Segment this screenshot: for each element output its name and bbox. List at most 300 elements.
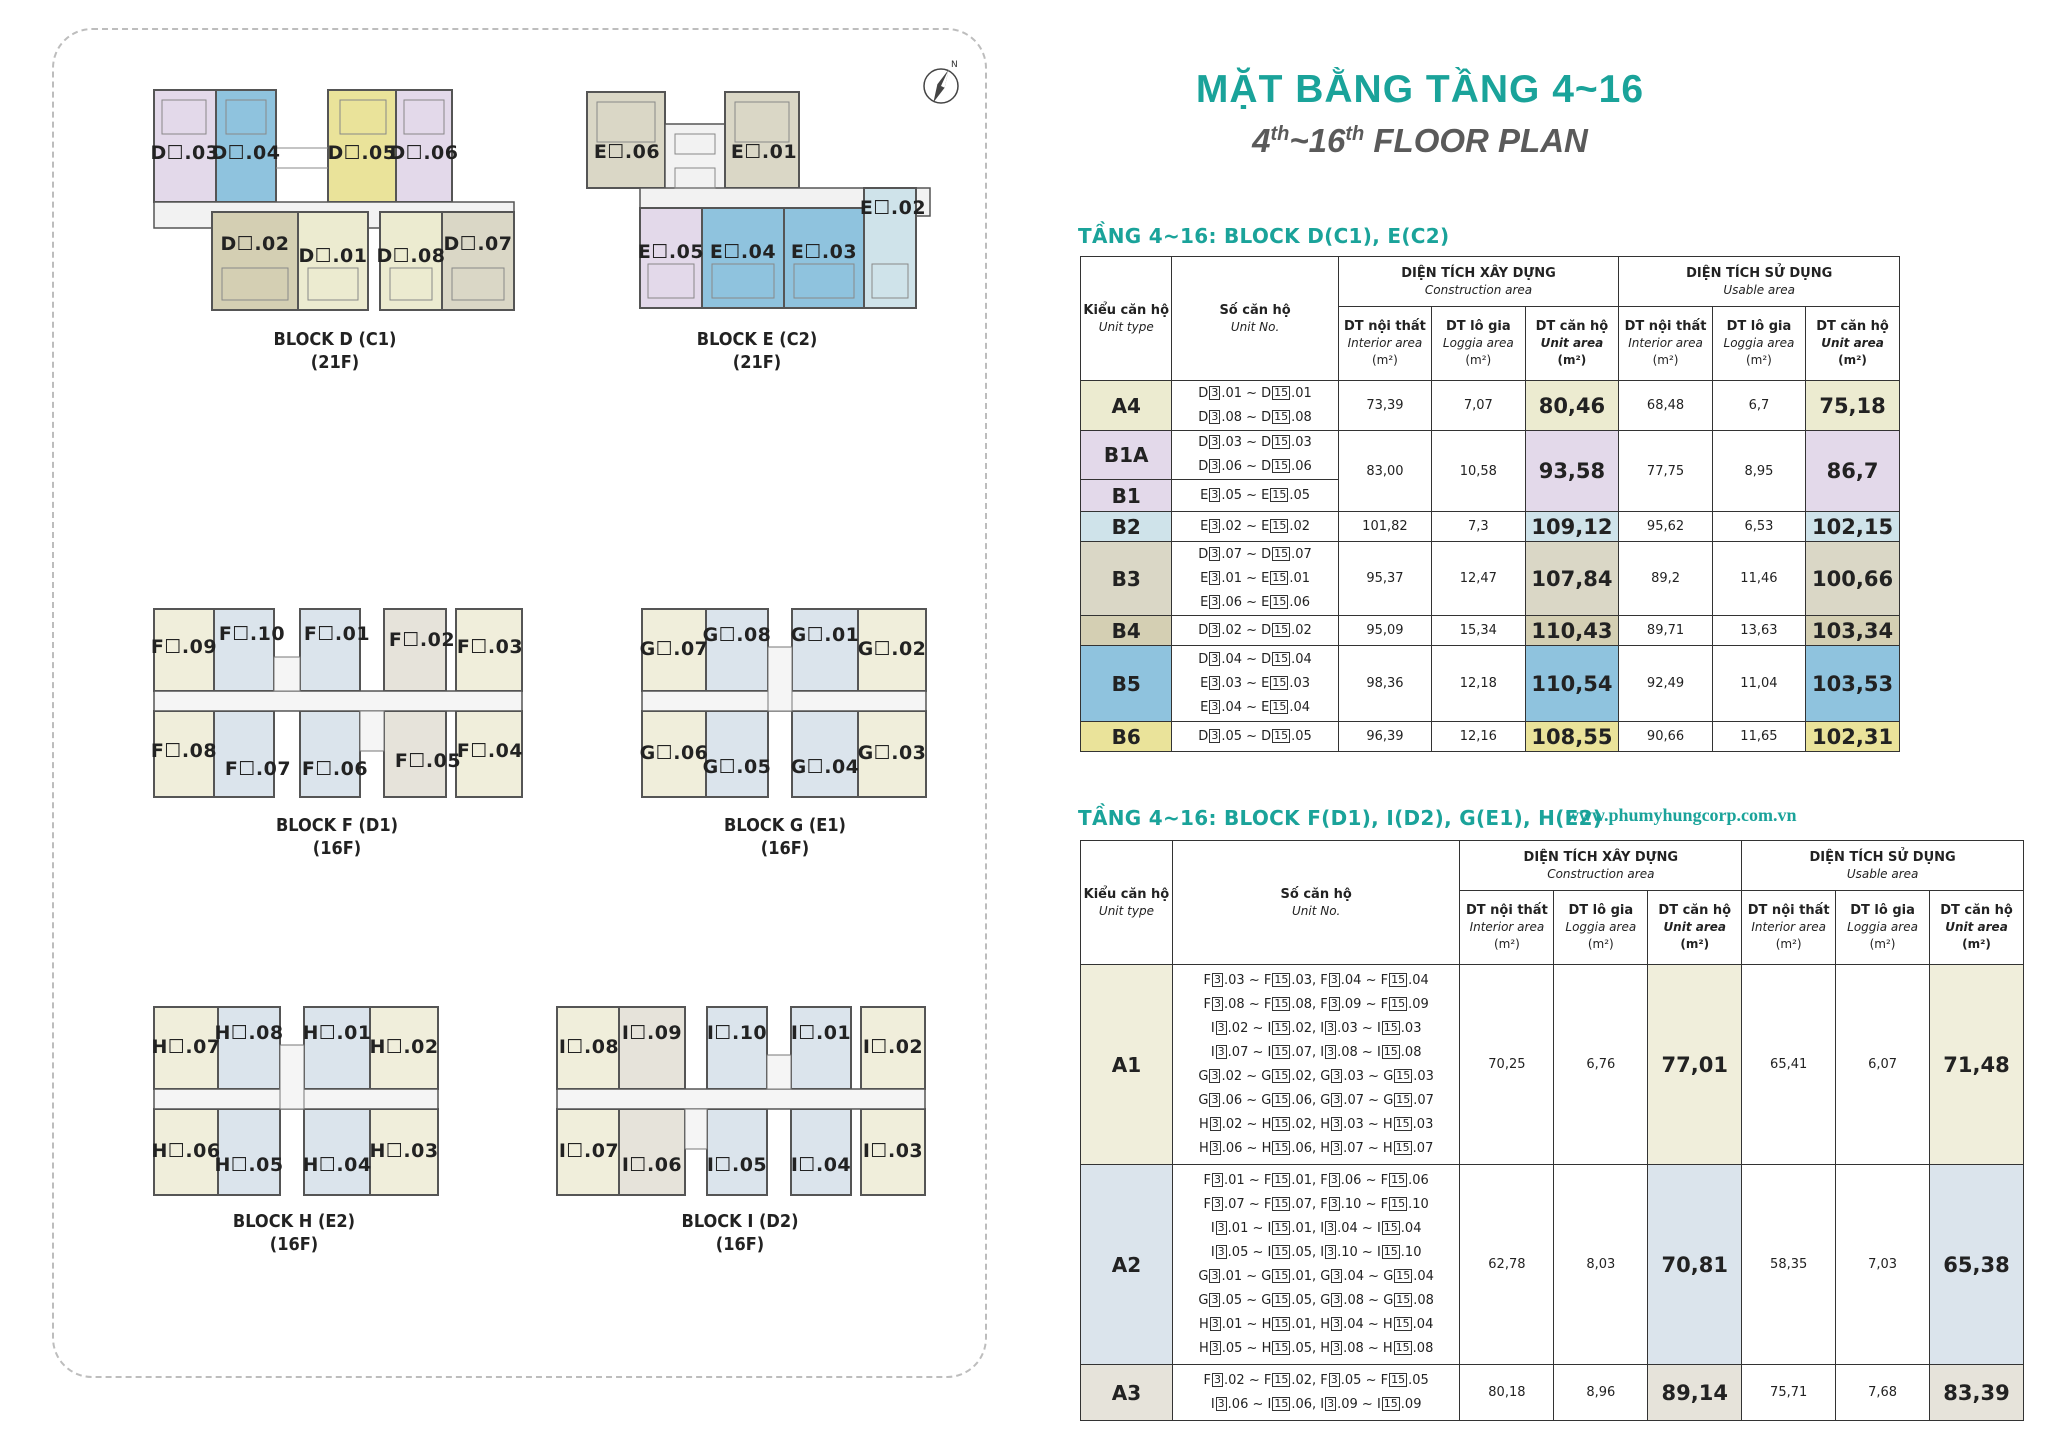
value-cell: 96,39	[1338, 722, 1431, 752]
unit-range: E 3 .05 ~ E 15 .05	[1200, 487, 1311, 503]
subtitle-sup: th	[1270, 123, 1290, 145]
unit-label: G☐.05	[702, 756, 772, 778]
floor-box: 3	[1333, 1068, 1341, 1082]
header-interior: DT nội thất Interior area (m²)	[1742, 891, 1836, 965]
subtitle-part: FLOOR PLAN	[1364, 122, 1588, 159]
type-cell: A4	[1081, 381, 1172, 431]
unit-no-cell	[1172, 512, 1338, 542]
value-cell: 80,46	[1525, 381, 1619, 431]
unit-range: D 3 .03 ~ D 15 .03	[1198, 435, 1312, 450]
unit-label: F☐.02	[388, 629, 456, 651]
unit-label: I☐.05	[706, 1154, 768, 1176]
unit-label: I☐.04	[790, 1154, 852, 1176]
block-e-plan	[585, 88, 930, 318]
floor-box: 3	[1211, 651, 1219, 665]
header-unit-type: Kiểu căn hộ Unit type	[1081, 841, 1173, 965]
table-row	[1081, 1365, 2024, 1421]
value-cell: 108,55	[1525, 722, 1619, 752]
unit-label: I☐.09	[621, 1022, 683, 1044]
block-g-plan	[640, 607, 928, 799]
floor-box: 15	[1272, 675, 1287, 689]
block-d-plan	[150, 88, 525, 318]
unit-label: I☐.06	[621, 1154, 683, 1176]
block-floors: (16F)	[715, 1234, 765, 1255]
header-unit-area: DT căn hộ Unit area (m²)	[1648, 891, 1742, 965]
floor-box: 15	[1274, 1116, 1289, 1130]
floor-box: 15	[1272, 518, 1287, 532]
unit-range: D 3 .08 ~ D 15 .08	[1198, 409, 1312, 425]
unit-range: D 3 .05 ~ D 15 .05	[1198, 728, 1312, 744]
unit-range: G 3 .01 ~ G 15 .01, G 3 .04 ~ G 15 .04	[1198, 1268, 1434, 1284]
block-g-drawing	[640, 607, 928, 799]
floor-box: 15	[1395, 1340, 1410, 1354]
table1-title: TẦNG 4~16: BLOCK D(C1), E(C2)	[1078, 224, 1450, 248]
value-cell: 7,68	[1836, 1365, 1930, 1421]
floor-box: 15	[1391, 1196, 1406, 1210]
unit-label: H☐.03	[369, 1140, 439, 1162]
floor-box: 15	[1396, 1092, 1411, 1106]
unit-label: H☐.04	[302, 1154, 372, 1176]
unit-no-cell	[1172, 616, 1338, 646]
floor-box: 3	[1333, 1316, 1341, 1330]
value-cell: 100,66	[1806, 542, 1900, 616]
website-link[interactable]: www.phumyhungcorp.com.vn	[1566, 805, 1797, 825]
table-row	[1081, 646, 1900, 722]
unit-label: I☐.07	[558, 1140, 620, 1162]
floor-box: 3	[1211, 385, 1219, 399]
floor-box: 3	[1211, 487, 1219, 501]
block-name: BLOCK D (C1)	[273, 329, 397, 350]
floor-box: 15	[1274, 385, 1289, 399]
floor-box: 3	[1211, 570, 1219, 584]
header-unit-area: DT căn hộ Unit area (m²)	[1930, 891, 2024, 965]
block-f-caption	[276, 814, 398, 860]
floor-box: 3	[1214, 972, 1222, 986]
unit-label: G☐.01	[790, 624, 860, 646]
floor-box: 15	[1391, 972, 1406, 986]
unit-label: F☐.07	[224, 758, 292, 780]
unit-no-cell	[1172, 965, 1460, 1165]
floor-box: 15	[1274, 1172, 1289, 1186]
unit-range: H 3 .01 ~ H 15 .01, H 3 .04 ~ H 15 .04	[1198, 1316, 1434, 1332]
unit-label: F☐.03	[456, 636, 524, 658]
header-interior: DT nội thất Interior area (m²)	[1619, 307, 1712, 381]
unit-range: D 3 .07 ~ D 15 .07	[1198, 546, 1312, 562]
header-usable-area: DIỆN TÍCH SỬ DỤNG Usable area	[1742, 841, 2024, 891]
floor-box: 15	[1272, 699, 1287, 713]
floor-box: 15	[1272, 594, 1287, 608]
block-f-plan	[152, 607, 524, 799]
unit-label: E☐.06	[593, 141, 661, 163]
unit-range: D 3 .01 ~ D 15 .01	[1198, 385, 1312, 401]
header-unit-type: Kiểu căn hộ Unit type	[1081, 257, 1172, 381]
value-cell: 80,18	[1460, 1365, 1554, 1421]
floor-box: 3	[1211, 1340, 1219, 1354]
floor-box: 15	[1274, 1316, 1289, 1330]
unit-label: D☐.06	[389, 142, 459, 164]
unit-no-cell	[1172, 542, 1338, 616]
unit-range: E 3 .04 ~ E 15 .04	[1200, 699, 1311, 715]
unit-label: I☐.10	[706, 1022, 768, 1044]
table-row	[1081, 512, 1900, 542]
value-cell: 6,07	[1836, 965, 1930, 1165]
type-cell: B1	[1081, 480, 1172, 512]
floor-box: 3	[1217, 1044, 1225, 1058]
type-cell: A2	[1081, 1165, 1173, 1365]
type-cell: B1A	[1081, 431, 1172, 480]
block-floors: (16F)	[760, 838, 810, 859]
floor-box: 15	[1274, 1244, 1289, 1258]
table-row	[1081, 616, 1900, 646]
value-cell: 68,48	[1619, 381, 1712, 431]
value-cell: 102,15	[1806, 512, 1900, 542]
floor-box: 15	[1274, 972, 1289, 986]
floor-box: 15	[1274, 1268, 1289, 1282]
unit-range: F 3 .07 ~ F 15 .07, F 3 .10 ~ F 15 .10	[1203, 1196, 1429, 1212]
unit-label: F☐.05	[394, 750, 462, 772]
unit-range: I 3 .01 ~ I 15 .01, I 3 .04 ~ I 15 .04	[1210, 1220, 1422, 1236]
unit-range: E 3 .06 ~ E 15 .06	[1200, 594, 1311, 610]
value-cell: 58,35	[1742, 1165, 1836, 1365]
value-cell: 7,07	[1432, 381, 1525, 431]
block-floors: (16F)	[312, 838, 362, 859]
value-cell: 15,34	[1432, 616, 1525, 646]
value-cell: 71,48	[1930, 965, 2024, 1165]
table-block-d-e	[1080, 256, 1900, 752]
value-cell: 11,46	[1712, 542, 1805, 616]
value-cell: 95,09	[1338, 616, 1431, 646]
value-cell: 83,39	[1930, 1365, 2024, 1421]
floor-box: 15	[1274, 1140, 1289, 1154]
header-unit-area: DT căn hộ Unit area (m²)	[1525, 307, 1619, 381]
floor-box: 15	[1395, 1116, 1410, 1130]
floor-box: 15	[1274, 435, 1289, 448]
unit-label: E☐.01	[730, 141, 798, 163]
type-cell: B6	[1081, 722, 1172, 752]
block-floors: (21F)	[310, 352, 360, 373]
floor-box: 3	[1327, 1044, 1335, 1058]
floor-box: 15	[1274, 651, 1289, 665]
unit-label: F☐.06	[301, 758, 369, 780]
value-cell: 93,58	[1525, 431, 1619, 512]
table-row	[1081, 722, 1900, 752]
block-d-caption	[274, 328, 397, 374]
floor-box: 3	[1333, 1292, 1341, 1306]
unit-label: I☐.02	[862, 1036, 924, 1058]
block-i-plan	[555, 1005, 927, 1197]
floor-box: 15	[1272, 487, 1287, 501]
floor-box: 15	[1274, 728, 1289, 742]
unit-range: F 3 .01 ~ F 15 .01, F 3 .06 ~ F 15 .06	[1203, 1172, 1429, 1188]
value-cell: 12,16	[1432, 722, 1525, 752]
floor-box: 3	[1211, 594, 1219, 608]
floor-box: 15	[1396, 1292, 1411, 1306]
floor-box: 15	[1272, 570, 1287, 584]
floor-box: 15	[1383, 1396, 1398, 1410]
unit-no-cell	[1172, 1165, 1460, 1365]
floor-box: 3	[1327, 1220, 1335, 1234]
floor-box: 3	[1211, 546, 1219, 560]
unit-label: D☐.03	[150, 142, 220, 164]
unit-label: H☐.07	[151, 1036, 221, 1058]
floor-box: 15	[1274, 1044, 1289, 1058]
floor-box: 3	[1211, 1292, 1219, 1306]
floor-box: 15	[1274, 1340, 1289, 1354]
value-cell: 6,53	[1712, 512, 1805, 542]
floor-box: 3	[1211, 1268, 1219, 1282]
block-name: BLOCK H (E2)	[232, 1211, 356, 1232]
unit-range: F 3 .02 ~ F 15 .02, F 3 .05 ~ F 15 .05	[1203, 1372, 1429, 1388]
value-cell: 77,01	[1648, 965, 1742, 1165]
value-cell: 10,58	[1432, 431, 1525, 512]
unit-range: G 3 .05 ~ G 15 .05, G 3 .08 ~ G 15 .08	[1198, 1292, 1434, 1308]
floor-box: 3	[1217, 1396, 1225, 1410]
unit-range: G 3 .02 ~ G 15 .02, G 3 .03 ~ G 15 .03	[1198, 1068, 1434, 1084]
value-cell: 8,95	[1712, 431, 1805, 512]
value-cell: 12,47	[1432, 542, 1525, 616]
table-row	[1081, 965, 2024, 1165]
unit-range: I 3 .07 ~ I 15 .07, I 3 .08 ~ I 15 .08	[1210, 1044, 1422, 1060]
value-cell: 12,18	[1432, 646, 1525, 722]
unit-label: I☐.08	[558, 1036, 620, 1058]
unit-label: D☐.08	[376, 245, 446, 267]
value-cell: 98,36	[1338, 646, 1431, 722]
header-unit-no: Số căn hộ Unit No.	[1172, 257, 1338, 381]
floor-box: 3	[1214, 1196, 1222, 1210]
floor-box: 3	[1211, 675, 1219, 689]
block-floors: (16F)	[269, 1234, 319, 1255]
value-cell: 109,12	[1525, 512, 1619, 542]
block-name: BLOCK E (C2)	[696, 329, 818, 350]
page-subtitle	[1180, 122, 1660, 160]
value-cell: 92,49	[1619, 646, 1712, 722]
block-e-caption	[697, 328, 818, 374]
floor-box: 3	[1211, 1116, 1219, 1130]
value-cell: 103,34	[1806, 616, 1900, 646]
unit-label: E☐.04	[709, 241, 777, 263]
value-cell: 95,37	[1338, 542, 1431, 616]
unit-label: H☐.08	[214, 1022, 284, 1044]
unit-label: F☐.10	[218, 623, 286, 645]
value-cell: 95,62	[1619, 512, 1712, 542]
value-cell: 8,03	[1554, 1165, 1648, 1365]
unit-range: I 3 .05 ~ I 15 .05, I 3 .10 ~ I 15 .10	[1210, 1244, 1422, 1260]
floor-box: 3	[1211, 1092, 1219, 1106]
subtitle-sup: th	[1345, 123, 1365, 145]
unit-no-cell	[1172, 431, 1338, 480]
table-row	[1081, 431, 1900, 480]
unit-range: F 3 .08 ~ F 15 .08, F 3 .09 ~ F 15 .09	[1203, 996, 1429, 1012]
unit-label: D☐.02	[220, 233, 290, 255]
floor-box: 15	[1395, 1140, 1410, 1154]
unit-range: E 3 .01 ~ E 15 .01	[1200, 570, 1311, 586]
floor-box: 3	[1211, 622, 1219, 636]
unit-label: E☐.03	[790, 241, 858, 263]
value-cell: 11,04	[1712, 646, 1805, 722]
subtitle-part: 4	[1252, 122, 1271, 159]
floor-box: 3	[1211, 1068, 1219, 1082]
unit-range: D 3 .06 ~ D 15 .06	[1198, 459, 1312, 474]
value-cell: 110,43	[1525, 616, 1619, 646]
type-cell: B4	[1081, 616, 1172, 646]
block-name: BLOCK G (E1)	[724, 815, 846, 836]
value-cell: 65,38	[1930, 1165, 2024, 1365]
unit-label: F☐.09	[150, 636, 218, 658]
floor-box: 3	[1333, 1268, 1341, 1282]
value-cell: 89,14	[1648, 1365, 1742, 1421]
floor-box: 15	[1383, 1020, 1398, 1034]
floor-box: 3	[1211, 435, 1219, 448]
floor-box: 3	[1211, 518, 1219, 532]
type-cell: A1	[1081, 965, 1173, 1165]
value-cell: 86,7	[1806, 431, 1900, 512]
header-unit-area: DT căn hộ Unit area (m²)	[1806, 307, 1900, 381]
unit-range: F 3 .03 ~ F 15 .03, F 3 .04 ~ F 15 .04	[1203, 972, 1429, 988]
unit-label: D☐.05	[327, 142, 397, 164]
unit-label: G☐.07	[639, 638, 709, 660]
value-cell: 83,00	[1338, 431, 1431, 512]
floor-box: 15	[1383, 1244, 1398, 1258]
unit-range: H 3 .06 ~ H 15 .06, H 3 .07 ~ H 15 .07	[1198, 1140, 1434, 1156]
unit-label: H☐.02	[369, 1036, 439, 1058]
value-cell: 90,66	[1619, 722, 1712, 752]
value-cell: 101,82	[1338, 512, 1431, 542]
floor-box: 3	[1327, 1020, 1335, 1034]
unit-no-cell	[1172, 381, 1338, 431]
page-title: MẶT BẰNG TẦNG 4~16	[1195, 68, 1645, 111]
header-interior: DT nội thất Interior area (m²)	[1460, 891, 1554, 965]
unit-no-cell	[1172, 1365, 1460, 1421]
value-cell: 75,71	[1742, 1365, 1836, 1421]
floor-box: 3	[1333, 1140, 1341, 1154]
value-cell: 75,18	[1806, 381, 1900, 431]
unit-label: F☐.04	[456, 740, 524, 762]
header-interior: DT nội thất Interior area (m²)	[1338, 307, 1431, 381]
unit-label: E☐.05	[637, 241, 705, 263]
block-h-caption	[233, 1210, 355, 1256]
floor-box: 3	[1333, 1116, 1341, 1130]
table-row	[1081, 1165, 2024, 1365]
floor-box: 15	[1274, 1092, 1289, 1106]
unit-range: I 3 .06 ~ I 15 .06, I 3 .09 ~ I 15 .09	[1210, 1396, 1422, 1412]
floor-box: 3	[1330, 1372, 1338, 1386]
floor-box: 3	[1330, 972, 1338, 986]
unit-label: G☐.02	[857, 638, 927, 660]
floor-box: 3	[1330, 1196, 1338, 1210]
value-cell: 62,78	[1460, 1165, 1554, 1365]
unit-range: H 3 .02 ~ H 15 .02, H 3 .03 ~ H 15 .03	[1198, 1116, 1434, 1132]
floor-box: 3	[1214, 1172, 1222, 1186]
subtitle-part: ~16	[1289, 122, 1346, 159]
unit-label: G☐.06	[639, 742, 709, 764]
floor-box: 15	[1274, 1220, 1289, 1234]
floor-box: 15	[1391, 1372, 1406, 1386]
unit-label: H☐.06	[151, 1140, 221, 1162]
unit-label: D☐.04	[211, 142, 281, 164]
floor-box: 3	[1333, 1092, 1341, 1106]
unit-range: G 3 .06 ~ G 15 .06, G 3 .07 ~ G 15 .07	[1198, 1092, 1434, 1108]
floor-box: 15	[1274, 622, 1289, 636]
floor-box: 15	[1274, 546, 1289, 560]
floor-box: 15	[1396, 1068, 1411, 1082]
value-cell: 77,75	[1619, 431, 1712, 512]
unit-range: I 3 .02 ~ I 15 .02, I 3 .03 ~ I 15 .03	[1210, 1020, 1422, 1036]
svg-text:N: N	[951, 60, 958, 70]
unit-label: D☐.07	[443, 233, 513, 255]
floor-box: 15	[1274, 409, 1289, 423]
floor-box: 15	[1274, 1396, 1289, 1410]
value-cell: 7,3	[1432, 512, 1525, 542]
unit-label: H☐.05	[214, 1154, 284, 1176]
block-floors: (21F)	[732, 352, 782, 373]
floor-box: 15	[1391, 996, 1406, 1010]
unit-range: E 3 .03 ~ E 15 .03	[1200, 675, 1311, 691]
floor-box: 3	[1333, 1340, 1341, 1354]
value-cell: 8,96	[1554, 1365, 1648, 1421]
value-cell: 65,41	[1742, 965, 1836, 1165]
value-cell: 70,25	[1460, 965, 1554, 1165]
unit-label: H☐.01	[302, 1022, 372, 1044]
unit-label: G☐.04	[790, 756, 860, 778]
type-cell: B5	[1081, 646, 1172, 722]
block-d-drawing	[150, 88, 525, 318]
type-cell: B2	[1081, 512, 1172, 542]
header-loggia: DT lô gia Loggia area (m²)	[1554, 891, 1648, 965]
value-cell: 102,31	[1806, 722, 1900, 752]
block-g-caption	[724, 814, 846, 860]
block-i-caption	[681, 1210, 798, 1256]
value-cell: 11,65	[1712, 722, 1805, 752]
floor-box: 15	[1395, 1316, 1410, 1330]
value-cell: 103,53	[1806, 646, 1900, 722]
value-cell: 89,2	[1619, 542, 1712, 616]
block-name: BLOCK I (D2)	[681, 1211, 799, 1232]
unit-label: D☐.01	[298, 245, 368, 267]
block-name: BLOCK F (D1)	[275, 815, 399, 836]
header-usable-area: DIỆN TÍCH SỬ DỤNG Usable area	[1619, 257, 1900, 307]
unit-label: F☐.08	[150, 740, 218, 762]
floor-box: 15	[1274, 1068, 1289, 1082]
floor-box: 3	[1211, 1316, 1219, 1330]
value-cell: 73,39	[1338, 381, 1431, 431]
unit-label: F☐.01	[303, 623, 371, 645]
unit-range: H 3 .05 ~ H 15 .05, H 3 .08 ~ H 15 .08	[1198, 1340, 1434, 1356]
header-construction-area: DIỆN TÍCH XÂY DỰNG Construction area	[1338, 257, 1619, 307]
block-h-plan	[152, 1005, 440, 1197]
floor-box: 15	[1383, 1220, 1398, 1234]
table-row	[1081, 381, 1900, 431]
unit-range: D 3 .04 ~ D 15 .04	[1198, 651, 1312, 667]
floor-box: 15	[1274, 1292, 1289, 1306]
value-cell: 107,84	[1525, 542, 1619, 616]
unit-no-cell	[1172, 722, 1338, 752]
floor-box: 3	[1217, 1020, 1225, 1034]
value-cell: 13,63	[1712, 616, 1805, 646]
unit-no-cell	[1172, 646, 1338, 722]
table2-title: TẦNG 4~16: BLOCK F(D1), I(D2), G(E1), H(E2)	[1078, 806, 1603, 830]
type-cell: B3	[1081, 542, 1172, 616]
table-row	[1081, 542, 1900, 616]
unit-label: G☐.08	[702, 624, 772, 646]
floor-box: 3	[1211, 459, 1219, 472]
header-loggia: DT lô gia Loggia area (m²)	[1836, 891, 1930, 965]
unit-label: E☐.02	[859, 197, 927, 219]
floor-box: 15	[1396, 1268, 1411, 1282]
floor-box: 3	[1214, 1372, 1222, 1386]
floor-box: 3	[1327, 1244, 1335, 1258]
floor-box: 3	[1330, 1172, 1338, 1186]
floor-box: 15	[1274, 1372, 1289, 1386]
